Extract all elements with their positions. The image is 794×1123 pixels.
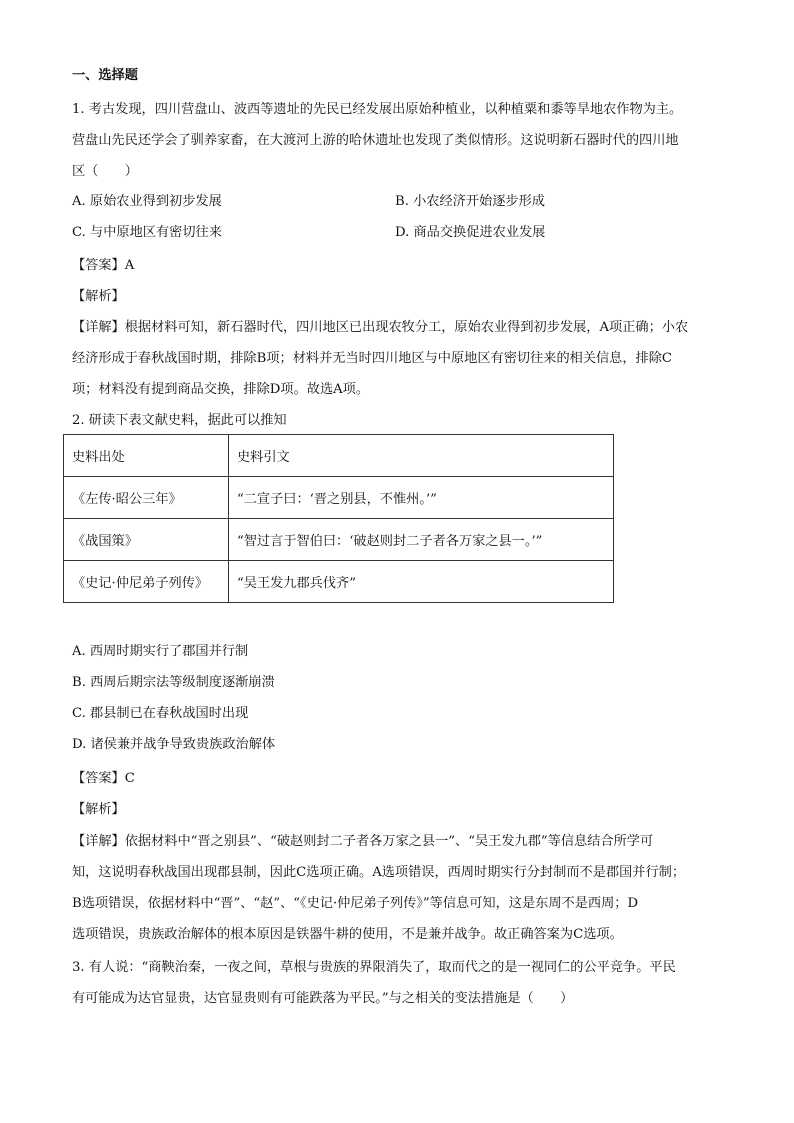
question-1-options-row-2 [72, 217, 728, 248]
question-1-answer [72, 250, 134, 281]
question-2-detail-line: 选项错误，贵族政治解体的根本原因是铁器牛耕的使用，不是兼并战争。故正确答案为C选项。 [72, 927, 623, 942]
question-1-stem-line: 区（ ） [72, 164, 138, 179]
table-cell-source: 《左传·昭公三年》 [64, 477, 229, 519]
question-2-answer [72, 763, 135, 794]
answer-label: 【答案】 [72, 771, 125, 786]
table-header-cell: 史料引文 [229, 435, 614, 477]
question-2-options [72, 636, 728, 760]
source-table [63, 434, 614, 603]
question-1-analysis-label: 【解析】 [72, 289, 125, 304]
question-1-detail-line: 经济形成于春秋战国时期，排除B项；材料并无当时四川地区与中原地区有密切往来的相关信息，排除C [72, 351, 673, 366]
question-2-option-c: C. 郡县制已在春秋战国时出现 [72, 706, 249, 721]
answer-label: 【答案】 [72, 258, 125, 273]
table-row [64, 477, 614, 519]
question-2-analysis-label: 【解析】 [72, 802, 125, 817]
question-1-option-c: C. 与中原地区有密切往来 [72, 225, 222, 240]
question-1-stem-line: 1. 考古发现，四川营盘山、波西等遗址的先民已经发展出原始种植业，以种植粟和黍等旱地农作物为主。 [72, 102, 683, 117]
question-1-options-row-1 [72, 186, 728, 217]
question-2-option-a: A. 西周时期实行了郡国并行制 [72, 644, 249, 659]
question-1-option-a: A. 原始农业得到初步发展 [72, 194, 222, 209]
question-3-stem-line: 有可能成为达官显贵，达官显贵则有可能跌落为平民。”与之相关的变法措施是（ ） [72, 991, 574, 1006]
table-header-cell: 史料出处 [64, 435, 229, 477]
question-2-option-d: D. 诸侯兼并战争导致贵族政治解体 [72, 737, 276, 752]
question-3-stem [72, 952, 728, 1014]
question-1-detail [72, 312, 728, 405]
table-cell-quote: “吴王发九郡兵伐齐” [229, 561, 614, 603]
table-row [64, 561, 614, 603]
question-2-option-b: B. 西周后期宗法等级制度逐渐崩溃 [72, 675, 275, 690]
question-1-stem [72, 94, 728, 187]
question-2-detail-line: B选项错误，依据材料中“晋”、“赵”、“《史记·仲尼弟子列传》”等信息可知，这是东周不是西周；D [72, 896, 639, 911]
answer-value: A [124, 258, 135, 273]
table-cell-source: 《史记·仲尼弟子列传》 [64, 561, 229, 603]
section-title: 一、选择题 [72, 68, 138, 83]
question-1-detail-line: 项；材料没有提到商品交换，排除D项。故选A项。 [72, 382, 370, 397]
answer-value: C [124, 771, 135, 786]
question-2-detail-line: 【详解】依据材料中“晋之别县”、“破赵则封二子者各万家之县一”、“吴王发九郡”等信息结合所学可 [72, 834, 654, 849]
table-header-row [64, 435, 614, 477]
question-1-detail-line: 【详解】根据材料可知，新石器时代，四川地区已出现农牧分工，原始农业得到初步发展，A项正确；小农 [72, 320, 689, 335]
table-row [64, 519, 614, 561]
question-1-stem-line: 营盘山先民还学会了驯养家畜，在大渡河上游的哈休遗址也发现了类似情形。这说明新石器时代的四川地 [72, 133, 679, 148]
question-1-option-d: D. 商品交换促进农业发展 [395, 225, 546, 240]
question-2-detail-line: 知，这说明春秋战国出现郡县制，因此C选项正确。A选项错误，西周时期实行分封制而不是郡国并行制； [72, 865, 686, 880]
question-1-option-b: B. 小农经济开始逐步形成 [395, 194, 545, 209]
question-2-detail [72, 826, 728, 950]
table-cell-quote: “二宣子曰：‘晋之别县，不惟州。’” [229, 477, 614, 519]
table-cell-quote: “智过言于智伯曰：‘破赵则封二子者各万家之县一。’” [229, 519, 614, 561]
question-3-stem-line: 3. 有人说：“商鞅治秦，一夜之间，草根与贵族的界限消失了，取而代之的是一视同仁的公平竞争。平民 [72, 960, 676, 975]
table-cell-source: 《战国策》 [64, 519, 229, 561]
question-2-stem: 2. 研读下表文献史料，据此可以推知 [72, 413, 287, 428]
